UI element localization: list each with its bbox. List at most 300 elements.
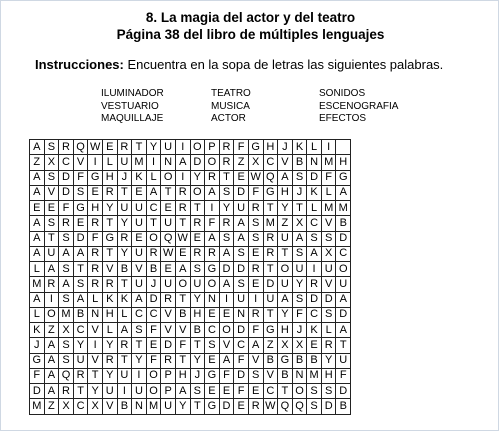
word-list-column-1 bbox=[101, 88, 164, 126]
grid-cell: G bbox=[205, 368, 220, 383]
grid-cell: K bbox=[132, 170, 147, 185]
grid-cell: S bbox=[44, 140, 59, 155]
grid-cell: D bbox=[219, 262, 234, 277]
grid-cell: A bbox=[30, 170, 45, 185]
grid-cell: S bbox=[44, 216, 59, 231]
grid-cell: S bbox=[292, 170, 307, 185]
grid-cell: A bbox=[219, 277, 234, 292]
word-list-item: ILUMINADOR bbox=[101, 88, 164, 99]
grid-cell: O bbox=[146, 368, 161, 383]
grid-cell: V bbox=[88, 323, 103, 338]
grid-cell: E bbox=[205, 353, 220, 368]
grid-cell: G bbox=[30, 353, 45, 368]
grid-cell: I bbox=[219, 292, 234, 307]
grid-cell: X bbox=[59, 399, 74, 414]
grid-cell: O bbox=[44, 307, 59, 322]
grid-cell: A bbox=[307, 246, 322, 261]
grid-cell: Y bbox=[190, 292, 205, 307]
grid-cell: M bbox=[321, 155, 336, 170]
grid-row bbox=[30, 368, 351, 383]
grid-cell: B bbox=[175, 307, 190, 322]
grid-cell: E bbox=[175, 246, 190, 261]
grid-cell: I bbox=[307, 262, 322, 277]
grid-cell: F bbox=[234, 384, 249, 399]
grid-cell: S bbox=[307, 399, 322, 414]
grid-cell: B bbox=[263, 353, 278, 368]
grid-cell: T bbox=[161, 185, 176, 200]
grid-cell: O bbox=[190, 140, 205, 155]
grid-cell: A bbox=[44, 338, 59, 353]
grid-cell: V bbox=[44, 185, 59, 200]
grid-cell: E bbox=[44, 201, 59, 216]
grid-cell: U bbox=[117, 155, 132, 170]
grid-cell: R bbox=[321, 338, 336, 353]
grid-cell: V bbox=[219, 338, 234, 353]
grid-cell: W bbox=[263, 399, 278, 414]
grid-cell: Q bbox=[73, 140, 88, 155]
grid-cell: D bbox=[336, 384, 351, 399]
grid-cell: E bbox=[205, 307, 220, 322]
grid-cell: U bbox=[117, 201, 132, 216]
grid-cell: L bbox=[146, 170, 161, 185]
grid-cell: R bbox=[205, 246, 220, 261]
grid-cell: H bbox=[102, 307, 117, 322]
grid-cell: U bbox=[278, 277, 293, 292]
grid-cell: M bbox=[30, 277, 45, 292]
grid-cell: T bbox=[190, 201, 205, 216]
grid-cell: P bbox=[161, 384, 176, 399]
grid-cell: L bbox=[307, 201, 322, 216]
instructions-text: Encuentra en la sopa de letras las siguientes palabras. bbox=[123, 57, 444, 72]
grid-cell: B bbox=[336, 216, 351, 231]
grid-cell: G bbox=[205, 262, 220, 277]
grid-cell: B bbox=[73, 307, 88, 322]
grid-cell: M bbox=[146, 399, 161, 414]
grid-cell: U bbox=[161, 140, 176, 155]
grid-cell: G bbox=[336, 170, 351, 185]
grid-cell: U bbox=[161, 277, 176, 292]
grid-cell: V bbox=[278, 155, 293, 170]
grid-cell: E bbox=[161, 201, 176, 216]
grid-cell: E bbox=[234, 170, 249, 185]
grid-cell: J bbox=[292, 185, 307, 200]
grid-cell: C bbox=[205, 323, 220, 338]
grid-cell: U bbox=[132, 277, 147, 292]
grid-cell: A bbox=[292, 231, 307, 246]
grid-cell: H bbox=[102, 170, 117, 185]
grid-cell: B bbox=[336, 399, 351, 414]
grid-cell: M bbox=[307, 368, 322, 383]
grid-cell: Z bbox=[263, 338, 278, 353]
grid-cell: V bbox=[102, 262, 117, 277]
grid-cell: Q bbox=[292, 399, 307, 414]
grid-cell: J bbox=[278, 140, 293, 155]
grid-cell: D bbox=[190, 155, 205, 170]
grid-cell: L bbox=[307, 140, 322, 155]
grid-cell: E bbox=[132, 231, 147, 246]
grid-cell: C bbox=[73, 323, 88, 338]
grid-cell: R bbox=[117, 231, 132, 246]
grid-cell: I bbox=[321, 140, 336, 155]
grid-cell: T bbox=[132, 338, 147, 353]
grid-cell: L bbox=[30, 307, 45, 322]
grid-cell: E bbox=[248, 246, 263, 261]
grid-cell: V bbox=[73, 155, 88, 170]
grid-cell: U bbox=[321, 262, 336, 277]
grid-cell: G bbox=[263, 323, 278, 338]
grid-cell: R bbox=[117, 338, 132, 353]
grid-cell: O bbox=[146, 231, 161, 246]
grid-cell: O bbox=[278, 262, 293, 277]
grid-cell: E bbox=[190, 231, 205, 246]
grid-cell: C bbox=[263, 155, 278, 170]
grid-cell: C bbox=[59, 155, 74, 170]
grid-cell: R bbox=[219, 140, 234, 155]
grid-cell: G bbox=[73, 201, 88, 216]
grid-cell: C bbox=[336, 246, 351, 261]
grid-cell: A bbox=[234, 231, 249, 246]
grid-cell: V bbox=[161, 307, 176, 322]
grid-cell: T bbox=[132, 140, 147, 155]
grid-cell: X bbox=[59, 323, 74, 338]
grid-cell bbox=[336, 140, 351, 155]
grid-cell: D bbox=[336, 231, 351, 246]
grid-cell: A bbox=[248, 338, 263, 353]
grid-cell: U bbox=[117, 368, 132, 383]
grid-cell: Z bbox=[234, 155, 249, 170]
grid-cell: S bbox=[59, 292, 74, 307]
word-list-item: ESCENOGRAFIA bbox=[319, 100, 399, 112]
grid-cell: U bbox=[44, 246, 59, 261]
grid-row bbox=[30, 323, 351, 338]
grid-cell: A bbox=[30, 216, 45, 231]
grid-cell: T bbox=[292, 201, 307, 216]
grid-cell: Y bbox=[117, 216, 132, 231]
grid-cell: D bbox=[234, 368, 249, 383]
grid-cell: N bbox=[161, 155, 176, 170]
grid-cell: H bbox=[88, 201, 103, 216]
grid-cell: E bbox=[88, 185, 103, 200]
grid-cell: Z bbox=[278, 216, 293, 231]
grid-cell: A bbox=[175, 262, 190, 277]
grid-row bbox=[30, 262, 351, 277]
grid-cell: Z bbox=[30, 155, 45, 170]
grid-cell: T bbox=[263, 307, 278, 322]
grid-cell: X bbox=[44, 155, 59, 170]
word-list-column-3 bbox=[319, 88, 398, 126]
grid-cell: R bbox=[88, 216, 103, 231]
grid-cell: Y bbox=[190, 353, 205, 368]
grid-cell: L bbox=[30, 262, 45, 277]
grid-cell: M bbox=[263, 216, 278, 231]
grid-cell: A bbox=[30, 231, 45, 246]
grid-row bbox=[30, 216, 351, 231]
grid-cell: A bbox=[30, 140, 45, 155]
grid-cell: U bbox=[132, 201, 147, 216]
grid-cell: I bbox=[175, 170, 190, 185]
grid-cell: R bbox=[161, 353, 176, 368]
grid-cell: Y bbox=[132, 353, 147, 368]
grid-row bbox=[30, 277, 351, 292]
grid-cell: R bbox=[307, 277, 322, 292]
word-list-item: TEATRO bbox=[211, 88, 251, 99]
grid-row bbox=[30, 307, 351, 322]
grid-cell: S bbox=[205, 338, 220, 353]
grid-cell: S bbox=[219, 185, 234, 200]
grid-cell: V bbox=[263, 368, 278, 383]
grid-row bbox=[30, 353, 351, 368]
grid-cell: Y bbox=[102, 201, 117, 216]
grid-cell: U bbox=[132, 216, 147, 231]
grid-cell: C bbox=[234, 338, 249, 353]
grid-cell: F bbox=[146, 323, 161, 338]
word-list-column-2 bbox=[211, 88, 251, 126]
grid-cell: J bbox=[146, 277, 161, 292]
grid-cell: E bbox=[248, 384, 263, 399]
grid-cell: T bbox=[117, 185, 132, 200]
grid-cell: F bbox=[175, 338, 190, 353]
grid-cell: T bbox=[44, 231, 59, 246]
grid-cell: K bbox=[307, 185, 322, 200]
grid-cell: R bbox=[161, 292, 176, 307]
grid-cell: Y bbox=[117, 246, 132, 261]
grid-cell: U bbox=[73, 353, 88, 368]
grid-cell: A bbox=[336, 292, 351, 307]
grid-cell: T bbox=[73, 384, 88, 399]
grid-cell: B bbox=[278, 368, 293, 383]
grid-cell: L bbox=[102, 155, 117, 170]
grid-cell: E bbox=[161, 262, 176, 277]
grid-cell: I bbox=[44, 292, 59, 307]
grid-row bbox=[30, 384, 351, 399]
grid-cell: T bbox=[263, 262, 278, 277]
grid-cell: F bbox=[30, 368, 45, 383]
grid-cell: R bbox=[205, 170, 220, 185]
grid-cell: E bbox=[205, 384, 220, 399]
grid-cell: A bbox=[44, 384, 59, 399]
grid-cell: A bbox=[59, 277, 74, 292]
grid-cell: E bbox=[307, 338, 322, 353]
grid-row bbox=[30, 170, 351, 185]
grid-cell: I bbox=[132, 368, 147, 383]
grid-cell: U bbox=[336, 353, 351, 368]
grid-cell: F bbox=[59, 201, 74, 216]
grid-cell: Y bbox=[190, 170, 205, 185]
word-list-item: ACTOR bbox=[211, 113, 246, 124]
grid-cell: V bbox=[248, 353, 263, 368]
grid-cell: P bbox=[205, 140, 220, 155]
grid-cell: L bbox=[321, 185, 336, 200]
grid-cell: D bbox=[146, 292, 161, 307]
grid-cell: F bbox=[248, 185, 263, 200]
grid-cell: H bbox=[321, 368, 336, 383]
grid-cell: E bbox=[30, 201, 45, 216]
grid-cell: F bbox=[205, 216, 220, 231]
grid-cell: T bbox=[175, 353, 190, 368]
grid-cell: A bbox=[44, 353, 59, 368]
grid-cell: M bbox=[336, 201, 351, 216]
grid-cell: K bbox=[102, 292, 117, 307]
grid-cell: S bbox=[307, 384, 322, 399]
word-list-item: VESTUARIO bbox=[101, 100, 159, 112]
grid-cell: S bbox=[307, 231, 322, 246]
grid-cell: R bbox=[175, 185, 190, 200]
grid-cell: Y bbox=[219, 201, 234, 216]
grid-cell: A bbox=[175, 384, 190, 399]
grid-cell: E bbox=[73, 216, 88, 231]
grid-cell: B bbox=[292, 155, 307, 170]
grid-cell: S bbox=[59, 231, 74, 246]
grid-cell: R bbox=[219, 155, 234, 170]
grid-cell: T bbox=[146, 216, 161, 231]
grid-cell: A bbox=[219, 246, 234, 261]
grid-cell: S bbox=[190, 384, 205, 399]
grid-row bbox=[30, 338, 351, 353]
grid-cell: R bbox=[248, 201, 263, 216]
grid-cell: H bbox=[175, 368, 190, 383]
grid-row bbox=[30, 399, 351, 414]
grid-cell: Y bbox=[102, 338, 117, 353]
grid-cell: D bbox=[30, 384, 45, 399]
grid-cell: H bbox=[190, 307, 205, 322]
grid-cell: U bbox=[336, 277, 351, 292]
grid-cell: T bbox=[190, 338, 205, 353]
grid-cell: D bbox=[59, 170, 74, 185]
grid-cell: D bbox=[321, 399, 336, 414]
grid-cell: F bbox=[88, 231, 103, 246]
grid-cell: V bbox=[175, 323, 190, 338]
grid-cell: F bbox=[234, 353, 249, 368]
grid-cell: N bbox=[234, 307, 249, 322]
grid-cell: U bbox=[263, 292, 278, 307]
grid-cell: A bbox=[30, 185, 45, 200]
grid-cell: O bbox=[205, 277, 220, 292]
grid-cell: C bbox=[307, 216, 322, 231]
word-search-grid bbox=[29, 139, 351, 415]
grid-cell: N bbox=[88, 307, 103, 322]
grid-cell: T bbox=[102, 216, 117, 231]
grid-cell: N bbox=[205, 292, 220, 307]
grid-cell: R bbox=[146, 246, 161, 261]
grid-cell: U bbox=[132, 384, 147, 399]
grid-cell: A bbox=[278, 170, 293, 185]
grid-cell: C bbox=[307, 307, 322, 322]
grid-cell: U bbox=[161, 399, 176, 414]
grid-cell: R bbox=[248, 399, 263, 414]
grid-cell: R bbox=[88, 246, 103, 261]
grid-cell: R bbox=[73, 368, 88, 383]
grid-cell: Y bbox=[292, 277, 307, 292]
grid-cell: J bbox=[30, 338, 45, 353]
instructions-label: Instrucciones: bbox=[35, 57, 124, 72]
grid-cell: H bbox=[263, 140, 278, 155]
grid-cell: D bbox=[59, 185, 74, 200]
word-list-item: MUSICA bbox=[211, 100, 250, 112]
grid-cell: Z bbox=[44, 399, 59, 414]
grid-cell: X bbox=[88, 399, 103, 414]
grid-cell: R bbox=[263, 246, 278, 261]
grid-row bbox=[30, 292, 351, 307]
grid-cell: S bbox=[190, 262, 205, 277]
grid-cell: A bbox=[132, 292, 147, 307]
grid-cell: U bbox=[234, 292, 249, 307]
grid-cell: T bbox=[175, 216, 190, 231]
grid-cell: T bbox=[278, 246, 293, 261]
grid-cell: R bbox=[59, 140, 74, 155]
grid-cell: U bbox=[190, 277, 205, 292]
grid-cell: J bbox=[292, 323, 307, 338]
grid-cell: F bbox=[219, 368, 234, 383]
grid-cell: U bbox=[161, 216, 176, 231]
grid-cell: Y bbox=[88, 384, 103, 399]
grid-cell: T bbox=[117, 277, 132, 292]
grid-cell: W bbox=[248, 170, 263, 185]
grid-cell: E bbox=[219, 384, 234, 399]
grid-cell: A bbox=[44, 262, 59, 277]
grid-cell: S bbox=[234, 277, 249, 292]
grid-cell: D bbox=[234, 323, 249, 338]
grid-cell: Q bbox=[278, 399, 293, 414]
grid-cell: A bbox=[219, 353, 234, 368]
grid-cell: T bbox=[73, 262, 88, 277]
grid-cell: R bbox=[102, 353, 117, 368]
grid-cell: R bbox=[59, 384, 74, 399]
grid-cell: L bbox=[102, 323, 117, 338]
grid-cell: U bbox=[292, 262, 307, 277]
grid-cell: N bbox=[307, 155, 322, 170]
grid-cell: B bbox=[146, 262, 161, 277]
grid-cell: C bbox=[132, 307, 147, 322]
grid-cell: H bbox=[278, 323, 293, 338]
grid-cell: M bbox=[321, 201, 336, 216]
grid-cell: A bbox=[336, 323, 351, 338]
grid-cell: T bbox=[102, 246, 117, 261]
grid-cell: O bbox=[190, 185, 205, 200]
grid-cell: K bbox=[117, 292, 132, 307]
grid-cell: R bbox=[44, 277, 59, 292]
grid-cell: T bbox=[336, 338, 351, 353]
grid-cell: A bbox=[30, 292, 45, 307]
grid-cell: C bbox=[263, 384, 278, 399]
grid-cell: G bbox=[205, 399, 220, 414]
grid-cell: I bbox=[88, 155, 103, 170]
grid-cell: X bbox=[292, 338, 307, 353]
grid-cell: D bbox=[321, 292, 336, 307]
grid-cell: S bbox=[248, 231, 263, 246]
grid-cell: M bbox=[59, 307, 74, 322]
grid-cell: I bbox=[117, 384, 132, 399]
grid-cell: X bbox=[278, 338, 293, 353]
grid-cell: A bbox=[234, 216, 249, 231]
instructions bbox=[35, 57, 443, 73]
grid-cell: T bbox=[278, 384, 293, 399]
grid-cell: A bbox=[73, 246, 88, 261]
grid-cell: O bbox=[175, 277, 190, 292]
grid-cell: H bbox=[278, 185, 293, 200]
word-list-item: EFECTOS bbox=[319, 113, 367, 124]
grid-cell: V bbox=[161, 323, 176, 338]
grid-cell: N bbox=[132, 399, 147, 414]
grid-cell: V bbox=[88, 353, 103, 368]
grid-cell: D bbox=[336, 307, 351, 322]
grid-cell: E bbox=[132, 185, 147, 200]
grid-row bbox=[30, 201, 351, 216]
grid-cell: S bbox=[292, 292, 307, 307]
grid-cell: V bbox=[321, 277, 336, 292]
grid-cell: J bbox=[190, 368, 205, 383]
grid-cell: G bbox=[263, 185, 278, 200]
word-search-grid-body bbox=[30, 140, 351, 415]
